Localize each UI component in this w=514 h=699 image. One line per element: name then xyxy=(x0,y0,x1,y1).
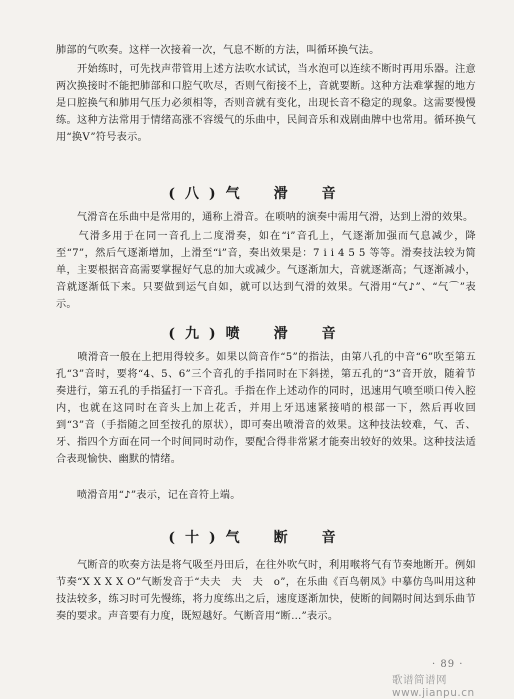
section-8-heading: (八)气 滑 音 xyxy=(168,186,346,202)
section-9-heading: (九)喷 滑 音 xyxy=(168,326,346,342)
paragraph-2: 开始练时，可先找声带管用上述方法吹水试试，当水泡可以连续不断时再用乐器。注意两次换接时不能把肺部和口腔气吹尽，否则气衔接不上，音就要断。这种方法难掌握的地方是口腔换气和肺用气压力必须相等，否则音就有变化，出现长音不稳定的现象。这需要慢慢练。这种方法常用于情绪高涨不容缓气的乐曲中，民间音乐和戏剧曲牌中也常用。循环换气用“换V”符号表示。 xyxy=(56,64,476,143)
paragraph-6: 喷滑音用“♪”表示，记在音符上端。 xyxy=(56,490,241,501)
page-number: · 89 · xyxy=(432,659,464,670)
paragraph-3: 气滑音在乐曲中是常用的，通称上滑音。在唢呐的演奏中需用气滑，达到上滑的效果。 xyxy=(56,212,474,223)
paragraph-4: 气滑多用于在同一音孔上二度滑奏，如在“i”音孔上，气逐渐加强而气息减少，降至“7”，然后气逐渐增加，上滑至“i”音，奏出效果是：7̇ i i 4 5 5 等等。滑奏技法较为简单，主要根据音高需要掌握好气息的加大或减少。气逐渐加大，音就逐渐高；气逐渐减小，音就逐渐低下来。只要做到运气自如，就可以达到气滑的效果。气滑用“气♪”、“气⌒”表示。 xyxy=(56,231,476,310)
paragraph-5: 喷滑音一般在上把用得较多。如果以筒音作“5”的指法，由第八孔的中音“6”吹至第五孔“3”音时，要将“4、5、6”三个音孔的手指同时在下斜搓，第五孔的“3”音开放，随着节奏进行，第五孔的手指猛打一下音孔。手指在作上述动作的同时，迅速用气喷至唢口传入腔内，也就在这同时在音头上加上花舌，并用上牙迅速紧接哨的根部一下，然后再收回到“3”音（手指随之回至按孔的原状），即可奏出喷滑音的效果。这种技法较难，气、舌、牙、指四个方面在同一个时间同时动作，要配合得非常紧才能奏出较好的效果。这种技法适合表现愉快、幽默的情绪。 xyxy=(56,352,476,465)
paragraph-1: 肺部的气吹奏。这样一次接着一次，气息不断的方法，叫循环换气法。 xyxy=(56,45,380,56)
watermark: 歌谱简谱网 www.jianpu.cn xyxy=(392,674,475,699)
section-10-heading: (十)气 断 音 xyxy=(168,530,346,546)
paragraph-7: 气断音的吹奏方法是将气吸至丹田后，在往外吹气时，利用喉将气有节奏地断开。例如节奏“X X X X O”气断发音于“夫夫 夫 夫 o”，在乐曲《百鸟朝凤》中摹仿鸟叫用这种技法较多，练习时可先慢练，将力度练出之后，速度逐渐加快，使断的间隔时间达到乐曲节奏的要求。声音要有力度，既短越好。气断音用“断…”表示。 xyxy=(56,560,476,622)
